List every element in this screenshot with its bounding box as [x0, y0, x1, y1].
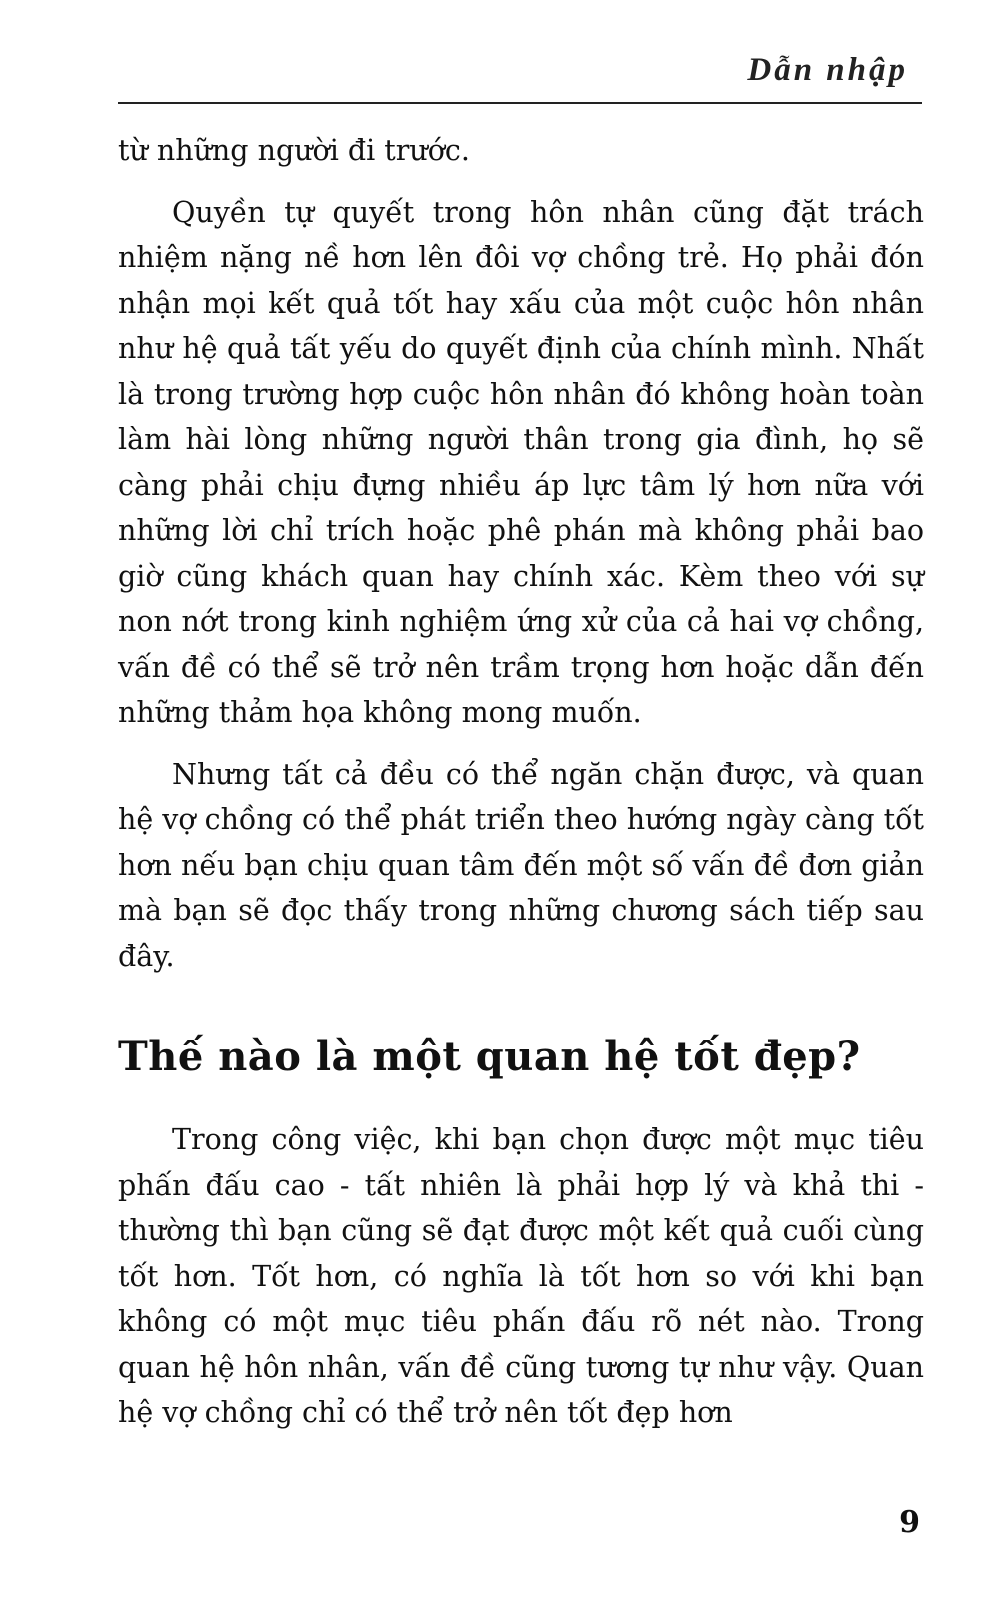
header-rule — [118, 102, 922, 104]
paragraph-prevention: Nhưng tất cả đều có thể ngăn chặn được, và quan hệ vợ chồng có thể phát triển theo hướng ngày càng tốt hơn nếu bạn chịu quan tâm đến một số vấn đề đơn giản mà bạn sẽ đọc thấy trong những chương sách tiếp sau đây. — [118, 757, 924, 973]
paragraph-continuation: từ những người đi trước. — [118, 134, 470, 167]
section-heading: Thế nào là một quan hệ tốt đẹp? — [118, 1033, 861, 1080]
page-number: 9 — [899, 1505, 920, 1540]
running-head: Dẫn nhập — [747, 52, 908, 88]
paragraph-self-determination: Quyền tự quyết trong hôn nhân cũng đặt trách nhiệm nặng nề hơn lên đôi vợ chồng trẻ. Họ phải đón nhận mọi kết quả tốt hay xấu của một cuộc hôn nhân như hệ quả tất yếu do quyết định của chính mình. Nhất là trong trường hợp cuộc hôn nhân đó không hoàn toàn làm hài lòng những người thân trong gia đình, họ sẽ càng phải chịu đựng nhiều áp lực tâm lý hơn nữa với những lời chỉ trích hoặc phê phán mà không phải bao giờ cũng khách quan hay chính xác. Kèm theo với sự non nớt trong kinh nghiệm ứng xử của cả hai vợ chồng, vấn đề có thể sẽ trở nên trầm trọng hơn hoặc dẫn đến những thảm họa không mong muốn. — [118, 195, 924, 729]
paragraph-good-relationship: Trong công việc, khi bạn chọn được một mục tiêu phấn đấu cao - tất nhiên là phải hợp lý và khả thi - thường thì bạn cũng sẽ đạt được một kết quả cuối cùng tốt hơn. Tốt hơn, có nghĩa là tốt hơn so với khi bạn không có một mục tiêu phấn đấu rõ nét nào. Trong quan hệ hôn nhân, vấn đề cũng tương tự như vậy. Quan hệ vợ chồng chỉ có thể trở nên tốt đẹp hơn — [118, 1123, 924, 1429]
page-content — [118, 128, 924, 1452]
